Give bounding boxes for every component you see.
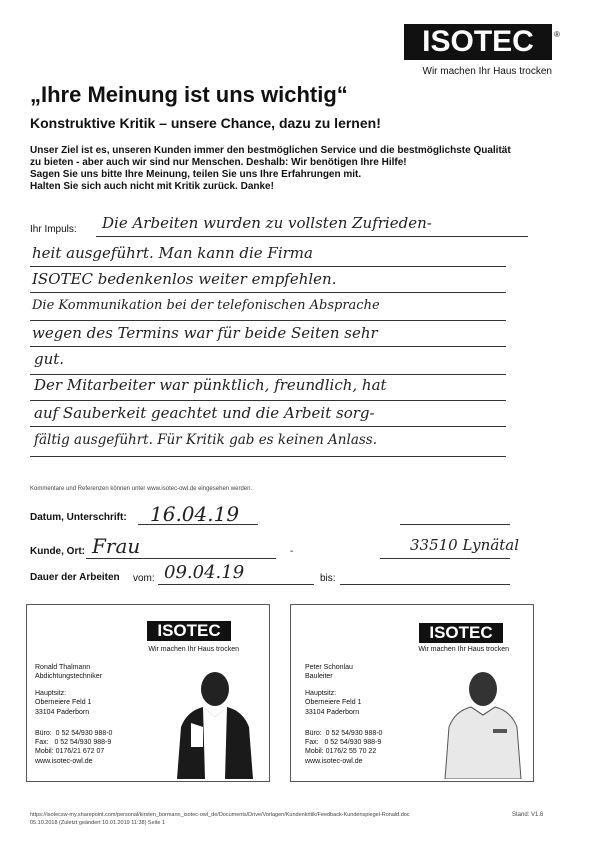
intro-line: Unser Ziel ist es, unseren Kunden immer den bestmöglichen Service und die bestmöglichste Qualität [30,145,511,156]
page-subtitle: Konstruktive Kritik – unsere Chance, dazu zu lernen! [30,115,381,131]
logo-mark: ISOTEC [404,24,552,60]
intro-text [30,145,570,193]
card-role: Bauleiter [305,673,333,680]
business-card-2 [290,604,534,782]
card-fax: Fax: 0 52 54/930 988-9 [305,739,382,746]
card-mobile: Mobil: 0176/2 55 70 22 [305,748,377,755]
date-label: Datum, Unterschrift: [30,512,127,523]
handwritten-line: ISOTEC bedenkenlos weiter empfehlen. [32,270,337,288]
footer-page-label: Stand: V1.6 [512,812,544,818]
card-tagline: Wir machen Ihr Haus trocken [418,646,509,653]
header-tagline: Wir machen Ihr Haus trocken [422,66,552,77]
handwritten-line: wegen des Termins war für beide Seiten sehr [32,324,378,342]
card-web: www.isotec-owl.de [35,758,93,765]
page-title: „Ihre Meinung ist uns wichtig“ [30,82,348,107]
intro-line: zu bieten - aber auch wir sind nur Menschen. Deshalb: Wir benötigen Ihre Hilfe! [30,157,407,168]
card-logo: ISOTEC [419,623,503,643]
date-value: 16.04.19 [150,502,240,526]
card-logo: ISOTEC [147,621,231,641]
card-street: Oberneiere Feld 1 [35,699,92,706]
handwritten-line: gut. [34,350,65,368]
footer-path: https://isotecsw-my.sharepoint.com/personal/kirsten_bormann_isotec-owl_de/Documents/Drive/Vorlagen/Kundenkritik/Feedback-Kundenspiegel-Ronald.doc [30,812,410,818]
handwritten-line: fältig ausgeführt. Für Kritik gab es keinen Anlass. [34,432,378,448]
card-web: www.isotec-owl.de [305,758,363,765]
card-street: Oberneiere Feld 1 [305,699,362,706]
to-label: bis: [320,573,336,584]
card-name: Ronald Thalmann [35,664,91,671]
handwritten-line: Der Mitarbeiter war pünktlich, freundlich, hat [34,376,387,394]
card-mobile: Mobil: 0176/21 672 07 [35,748,105,755]
registered-icon: ® [554,30,560,39]
person-photo [437,667,529,779]
intro-line: Sagen Sie uns bitte Ihre Meinung, teilen Sie uns Ihre Erfahrungen mit. [30,169,362,180]
customer-location: 33510 Lynätal [410,536,520,554]
intro-line: Halten Sie sich auch nicht mit Kritik zurück. Danke! [30,181,274,192]
footer-date: 05.10.2018 (Zuletzt geändert 10.01.2019 11:38) Seite 1 [30,820,166,826]
card-hq-label: Hauptsitz: [305,690,337,697]
handwritten-line: auf Sauberkeit geachtet und die Arbeit sorg- [34,404,375,422]
from-label: vom: [133,573,155,584]
duration-label: Dauer der Arbeiten [30,572,120,583]
handwritten-line: Die Kommunikation bei der telefonischen Absprache [32,298,380,313]
business-card-1 [26,604,270,782]
card-role: Abdichtungstechniker [35,673,102,680]
card-fax: Fax: 0 52 54/930 988-9 [35,739,112,746]
customer-value: Frau [92,534,141,558]
card-hq-label: Hauptsitz: [35,690,67,697]
header-logo [404,24,560,64]
card-phone: Büro: 0 52 54/930 988-0 [35,730,113,737]
card-city: 33104 Paderborn [35,709,90,716]
card-city: 33104 Paderborn [305,709,360,716]
customer-label: Kunde, Ort: [30,546,85,557]
card-name: Peter Schonlau [305,664,353,671]
person-photo [167,667,263,779]
handwritten-line: Die Arbeiten wurden zu vollsten Zufrieden- [102,214,432,232]
card-phone: Büro: 0 52 54/930 988-0 [305,730,383,737]
footnote: Kommentare und Referenzen können unter www.isotec-owl.de eingesehen werden. [30,486,253,492]
card-tagline: Wir machen Ihr Haus trocken [148,646,239,653]
handwritten-line: heit ausgeführt. Man kann die Firma [32,244,313,262]
impulse-label: Ihr Impuls: [30,224,77,235]
from-value: 09.04.19 [164,562,245,583]
